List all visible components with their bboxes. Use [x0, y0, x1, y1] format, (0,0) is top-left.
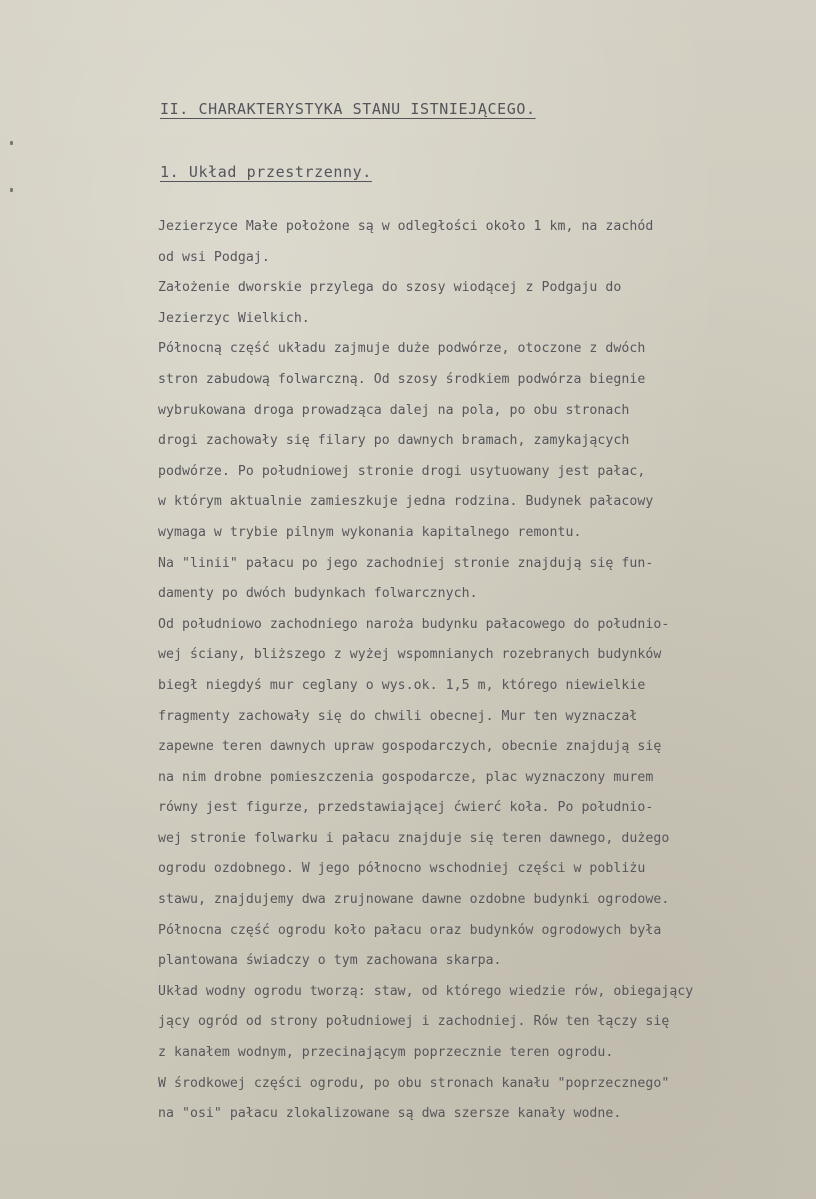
text-line: W środkowej części ogrodu, po obu stronach kanału "poprzecznego" — [158, 1075, 670, 1091]
text-line: plantowana świadczy o tym zachowana skarpa. — [158, 953, 502, 969]
text-line: Od południowo zachodniego naroża budynku pałacowego do południo- — [158, 616, 670, 632]
text-line: zapewne teren dawnych upraw gospodarczych, obecnie znajdują się — [158, 739, 662, 755]
text-line: damenty po dwóch budynkach folwarcznych. — [158, 586, 478, 602]
text-line: podwórze. Po południowej stronie drogi usytuowany jest pałac, — [158, 463, 646, 479]
text-line: na "osi" pałacu zlokalizowane są dwa szersze kanały wodne. — [158, 1106, 622, 1122]
section-heading: II. CHARAKTERYSTYKA STANU ISTNIEJĄCEGO. — [160, 100, 536, 118]
text-line: wybrukowana droga prowadząca dalej na pola, po obu stronach — [158, 402, 630, 418]
text-line: Północna część ogrodu koło pałacu oraz budynków ogrodowych była — [158, 922, 662, 938]
text-line: z kanałem wodnym, przecinającym poprzecznie teren ogrodu. — [158, 1045, 614, 1061]
text-line: Jezierzyce Małe położone są w odległości około 1 km, na zachód — [158, 219, 654, 234]
text-line: wej ściany, bliższego z wyżej wspomnianych rozebranych budynków — [158, 647, 662, 663]
text-line: na nim drobne pomieszczenia gospodarcze, plac wyznaczony murem — [158, 769, 654, 785]
text-line: drogi zachowały się filary po dawnych bramach, zamykających — [158, 433, 630, 449]
text-line: stron zabudową folwarczną. Od szosy środkiem podwórza biegnie — [158, 371, 646, 387]
text-line: wej stronie folwarku i pałacu znajduje się teren dawnego, dużego — [158, 830, 670, 846]
text-line: od wsi Podgaj. — [158, 249, 270, 265]
text-line: biegł niegdyś mur ceglany o wys.ok. 1,5 m, którego niewielkie — [158, 677, 646, 693]
text-line: ogrodu ozdobnego. W jego północno wschodniej części w pobliżu — [158, 861, 646, 877]
text-line: stawu, znajdujemy dwa zrujnowane dawne ozdobne budynki ogrodowe. — [158, 892, 670, 908]
body-text — [158, 212, 808, 1130]
text-line: fragmenty zachowały się do chwili obecnej. Mur ten wyznaczał — [158, 708, 638, 724]
subsection-heading: 1. Układ przestrzenny. — [160, 163, 372, 181]
margin-mark — [10, 141, 13, 145]
text-line: w którym aktualnie zamieszkuje jedna rodzina. Budynek pałacowy — [158, 494, 654, 510]
text-line: wymaga w trybie pilnym wykonania kapitalnego remontu. — [158, 524, 582, 540]
text-line: jący ogród od strony południowej i zachodniej. Rów ten łączy się — [158, 1014, 670, 1030]
text-line: Północną część układu zajmuje duże podwórze, otoczone z dwóch — [158, 341, 646, 357]
text-line: Jezierzyc Wielkich. — [158, 310, 310, 326]
text-line: równy jest figurze, przedstawiającej ćwierć koła. Po południo- — [158, 800, 654, 816]
text-line: Układ wodny ogrodu tworzą: staw, od którego wiedzie rów, obiegający — [158, 983, 694, 999]
text-line: Założenie dworskie przylega do szosy wiodącej z Podgaju do — [158, 280, 622, 296]
margin-mark — [10, 188, 13, 192]
text-line: Na "linii" pałacu po jego zachodniej stronie znajdują się fun- — [158, 555, 654, 571]
